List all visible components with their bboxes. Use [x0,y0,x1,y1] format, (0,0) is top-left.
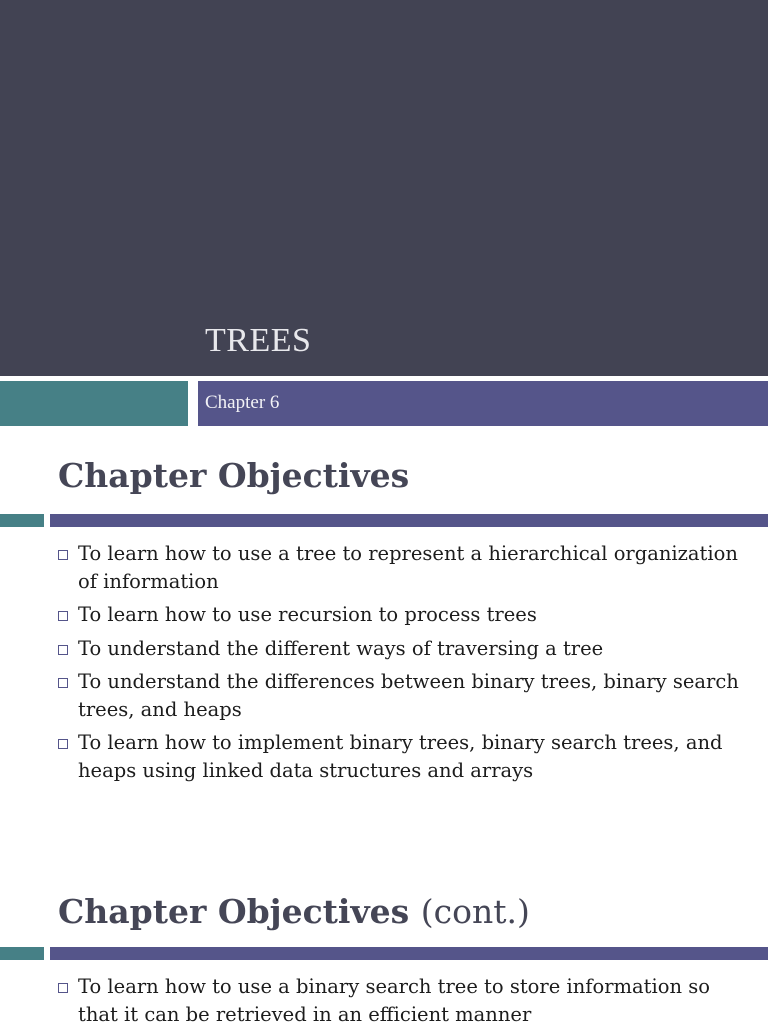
list-item [58,601,748,629]
hollow-square-bullet-icon [58,645,68,655]
list-item-text: To understand the differences between binary trees, binary search trees, and heaps [78,670,739,721]
title-slide-background [0,0,768,376]
heading-main-text: Chapter Objectives [58,892,410,931]
list-item-text: To understand the different ways of traversing a tree [78,636,604,660]
hollow-square-bullet-icon [58,739,68,749]
heading-teal-bar [0,947,44,960]
objectives-list [58,540,748,790]
list-item [58,540,748,595]
title-purple-bar [198,381,768,426]
list-item [58,668,748,723]
list-item [58,973,748,1024]
objectives-heading: Chapter Objectives [58,456,410,495]
objectives-cont-slide [0,864,768,1024]
heading-purple-bar [50,947,768,960]
list-item-text: To learn how to use recursion to process trees [78,603,537,626]
heading-suffix-text: (cont.) [420,892,530,931]
hollow-square-bullet-icon [58,611,68,621]
list-item-text: To learn how to use a tree to represent a hierarchical organization of information [78,542,738,593]
heading-purple-bar [50,514,768,527]
objectives-slide [0,430,768,840]
slide-title: TREES [205,322,312,359]
heading-teal-bar [0,514,44,527]
list-item-text: To learn how to use a binary search tree to store information so that it can be retrieved in an efficient manner [78,975,710,1024]
objectives-cont-heading [58,892,530,931]
slide-subtitle: Chapter 6 [205,392,280,413]
hollow-square-bullet-icon [58,678,68,688]
list-item-text: To learn how to implement binary trees, binary search trees, and heaps using linked data structures and arrays [78,731,723,782]
objectives-cont-list [58,973,748,1024]
hollow-square-bullet-icon [58,983,68,993]
list-item [58,635,748,663]
list-item [58,729,748,784]
hollow-square-bullet-icon [58,550,68,560]
title-teal-bar [0,381,188,426]
